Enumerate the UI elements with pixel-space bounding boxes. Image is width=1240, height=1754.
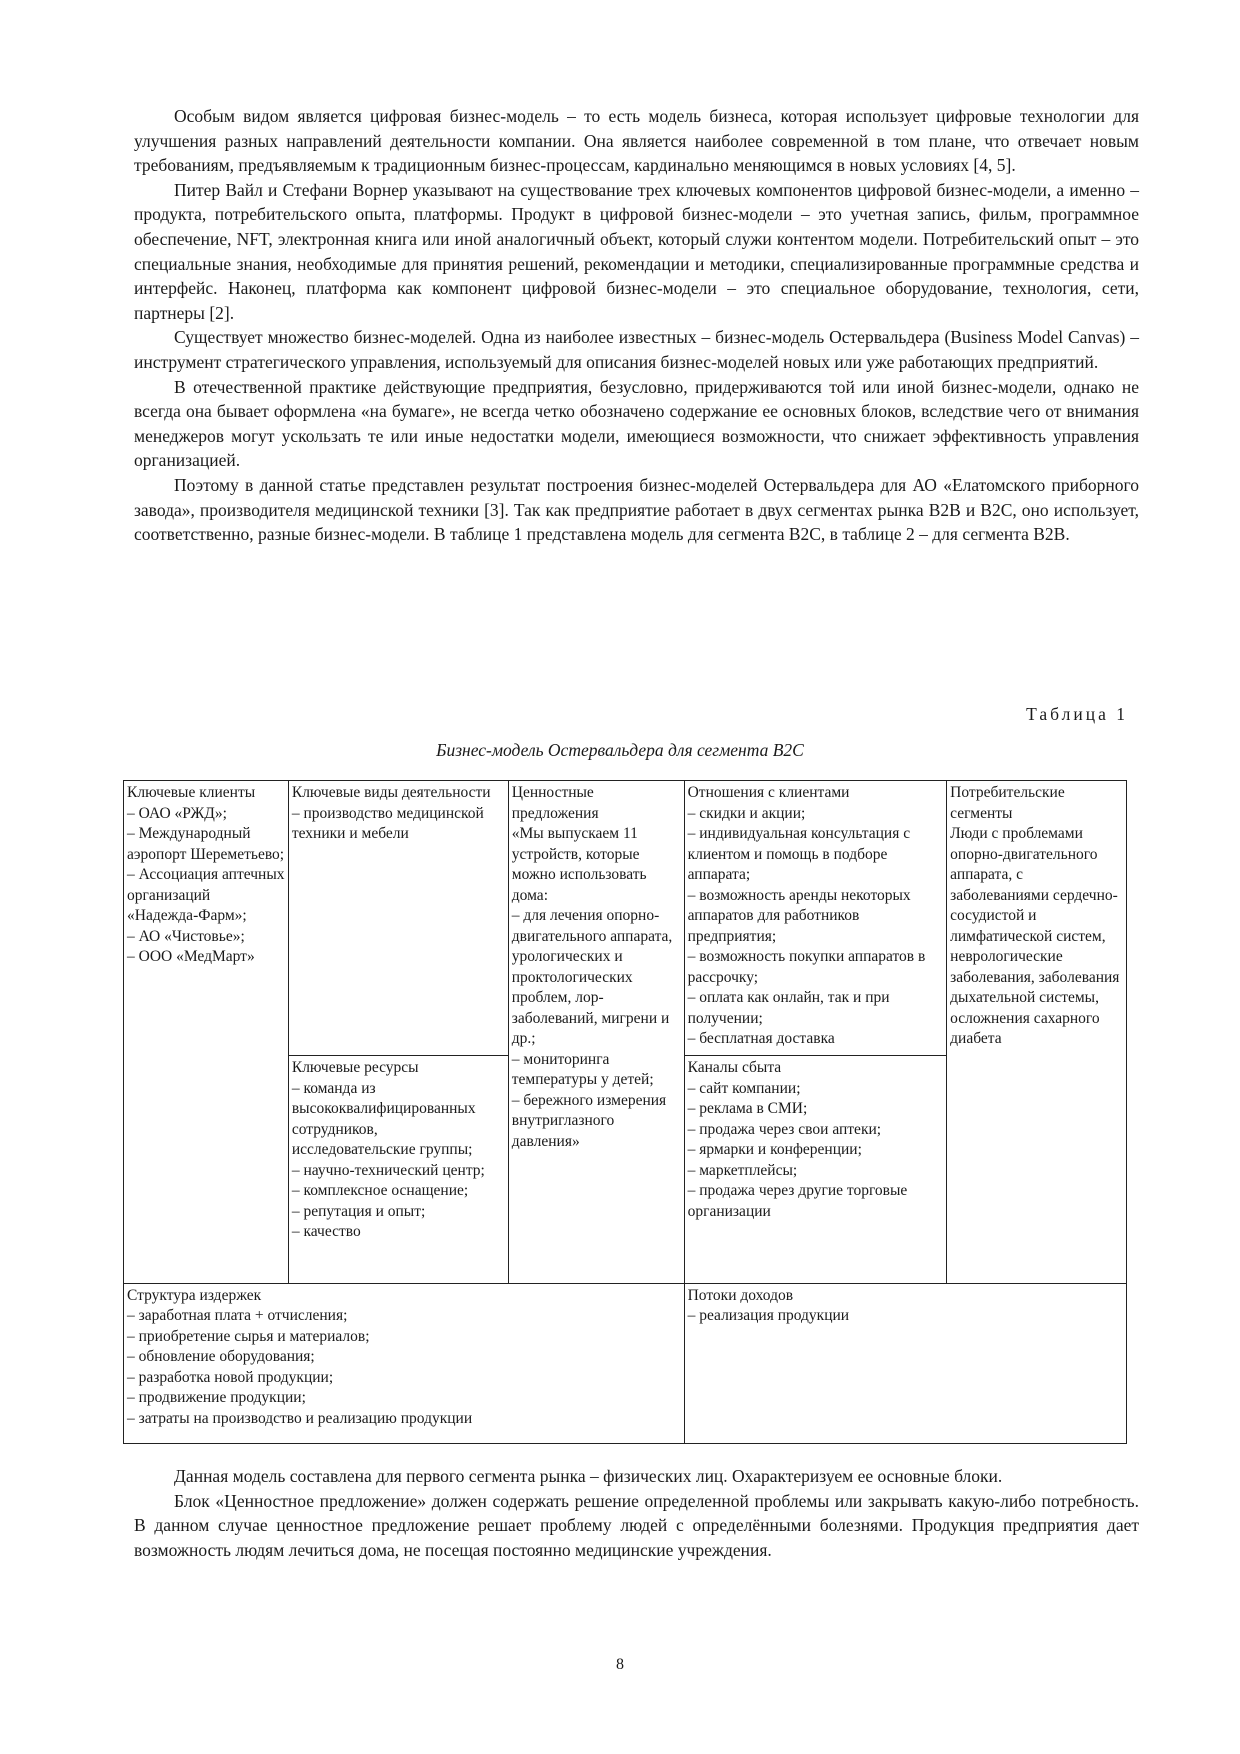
cell-customer-segments — [947, 781, 1127, 1284]
table-title: Бизнес-модель Остервальдера для сегмента B2C — [436, 740, 804, 760]
body-text-top — [134, 104, 1139, 547]
cell-item: – для лечения опорно-двигательного аппарата, урологических и проктологических проблем, лор-заболеваний, мигрени и др.; — [511, 907, 673, 1047]
cell-item: – ярмарки и конференции; — [687, 1141, 862, 1159]
cell-value-propositions — [508, 781, 684, 1284]
cell-key-activities — [288, 781, 508, 1056]
cell-item: Люди с проблемами опорно-двигательного аппарата, с заболеваниями сердечно-сосудистой и лимфатической систем, неврологические заболевания, заболевания дыхательной системы, осложнения сахарного диабета — [950, 825, 1120, 1047]
cell-title: Отношения с клиентами — [687, 784, 850, 801]
cell-title: Каналы сбыта — [687, 1059, 782, 1077]
cell-title: Потоки доходов — [687, 1286, 794, 1304]
cell-customer-relationships — [684, 781, 947, 1056]
cell-title: Структура издержек — [127, 1286, 262, 1304]
cell-item: – комплексное оснащение; — [291, 1182, 469, 1200]
cell-item: – индивидуальная консультация с клиентом и помощь в подборе аппарата; — [687, 825, 911, 883]
paragraph: Существует множество бизнес-моделей. Одна из наиболее известных – бизнес-модель Остервальдера (Business Model Canvas) – инструмент стратегического управления, используемый для описания бизнес-моделей новых или уже работающих предприятий. — [134, 327, 1139, 372]
cell-item: – качество — [291, 1223, 361, 1241]
body-text-bottom — [134, 1464, 1139, 1562]
page-number: 8 — [616, 1656, 624, 1673]
paragraph: Данная модель составлена для первого сегмента рынка – физических лиц. Охарактеризуем ее основные блоки. — [174, 1466, 1003, 1486]
cell-item: «Мы выпускаем 11 устройств, которые можно использовать дома: — [511, 825, 647, 904]
cell-item: – команда из высококвалифицированных сотрудников, исследовательские группы; — [291, 1079, 476, 1159]
cell-item: – ООО «МедМарт» — [127, 948, 255, 965]
paragraph: Поэтому в данной статье представлен результат построения бизнес-моделей Остервальдера для АО «Елатомского приборного завода», производителя медицинской техники [3]. Так как предприятие работает в двух сегментах рынка B2B и B2C, оно использует, соответственно, разные бизнес-модели. В таблице 1 представлена модель для сегмента B2C, в таблице 2 – для сегмента B2B. — [134, 474, 1139, 545]
cell-item: – реклама в СМИ; — [687, 1100, 808, 1118]
cell-item: – научно-технический центр; — [291, 1161, 485, 1179]
cell-item: – Ассоциация аптечных организаций «Надежда-Фарм»; — [127, 866, 285, 924]
cell-item: – репутация и опыт; — [291, 1202, 426, 1220]
cell-title: Ценностные предложения — [511, 784, 599, 822]
cell-key-resources — [288, 1056, 508, 1283]
cell-item: – затраты на производство и реализацию продукции — [127, 1409, 473, 1427]
cell-item: – приобретение сырья и материалов; — [127, 1327, 370, 1345]
cell-title: Ключевые виды деятельности — [291, 784, 491, 801]
cell-item: – оплата как онлайн, так и при получении; — [687, 989, 890, 1027]
paragraph: Питер Вайл и Стефани Ворнер указывают на существование трех ключевых компонентов цифровой бизнес-модели, а именно – продукта, потребительского опыта, платформы. Продукт в цифровой бизнес-модели – это учетная запись, фильм, программное обеспечение, NFT, электронная книга или иной аналогичный объект, который служи контентом модели. Потребительский опыт – это специальные знания, необходимые для принятия решений, рекомендации и методики, специализированные программные средства и интерфейс. Наконец, платформа как компонент цифровой бизнес-модели – это специальное оборудование, технология, сети, партнеры [2]. — [134, 179, 1139, 323]
paragraph: Блок «Ценностное предложение» должен содержать решение определенной проблемы или закрывать какую-либо потребность. В данном случае ценностное предложение решает проблему людей с определёнными болезнями. Продукция предприятия дает возможность людям лечиться дома, не посещая постоянно медицинские учреждения. — [134, 1490, 1139, 1560]
cell-item: – сайт компании; — [687, 1079, 801, 1097]
cell-channels — [684, 1056, 947, 1283]
cell-item: – мониторинга температуры у детей; — [511, 1050, 654, 1088]
cell-item: – маркетплейсы; — [687, 1161, 798, 1179]
cell-title: Ключевые ресурсы — [291, 1059, 419, 1077]
cell-item: – АО «Чистовье»; — [127, 927, 245, 945]
cell-item: – скидки и акции; — [687, 804, 806, 822]
cell-title: Потребительские сегменты — [950, 784, 1065, 822]
cell-item: – продажа через другие торговые организации — [687, 1182, 908, 1220]
paragraph: В отечественной практике действующие предприятия, безусловно, придерживаются той или иной бизнес-модели, однако не всегда она бывает оформлена «на бумаге», не всегда четко обозначено содержание ее основных блоков, вследствие чего от внимания менеджеров могут ускользать те или иные недостатки модели, имеющиеся возможности, что снижает эффективность управления организацией. — [134, 376, 1139, 471]
cell-item: – бесплатная доставка — [687, 1030, 835, 1047]
cell-key-partners — [124, 781, 289, 1284]
cell-revenue-streams — [684, 1283, 1126, 1443]
cell-cost-structure — [124, 1283, 685, 1443]
cell-item: – продвижение продукции; — [127, 1389, 306, 1407]
cell-item: – обновление оборудования; — [127, 1348, 315, 1366]
paragraph: Особым видом является цифровая бизнес-модель – то есть модель бизнеса, которая использует цифровые технологии для улучшения разных направлений деятельности компании. Она является наиболее современной в том плане, что отвечает новым требованиям, предъявляемым к традиционным бизнес-процессам, кардинально меняющимся в новых условиях [4, 5]. — [134, 106, 1139, 176]
business-model-table — [123, 780, 1127, 1444]
table-caption: Таблица 1 — [1026, 704, 1128, 724]
cell-item: – бережного измерения внутриглазного давления» — [511, 1091, 667, 1150]
cell-item: – заработная плата + отчисления; — [127, 1307, 348, 1325]
cell-title: Ключевые клиенты — [127, 784, 256, 801]
cell-item: – продажа через свои аптеки; — [687, 1120, 882, 1138]
cell-item: – возможность покупки аппаратов в рассрочку; — [687, 948, 926, 986]
cell-item: – реализация продукции — [687, 1307, 850, 1325]
cell-item: – Международный аэропорт Шереметьево; — [127, 825, 285, 863]
cell-item: – разработка новой продукции; — [127, 1368, 334, 1386]
cell-item: – производство медицинской техники и мебели — [291, 804, 484, 842]
cell-item: – ОАО «РЖД»; — [127, 804, 227, 822]
cell-item: – возможность аренды некоторых аппаратов для работников предприятия; — [687, 886, 911, 945]
